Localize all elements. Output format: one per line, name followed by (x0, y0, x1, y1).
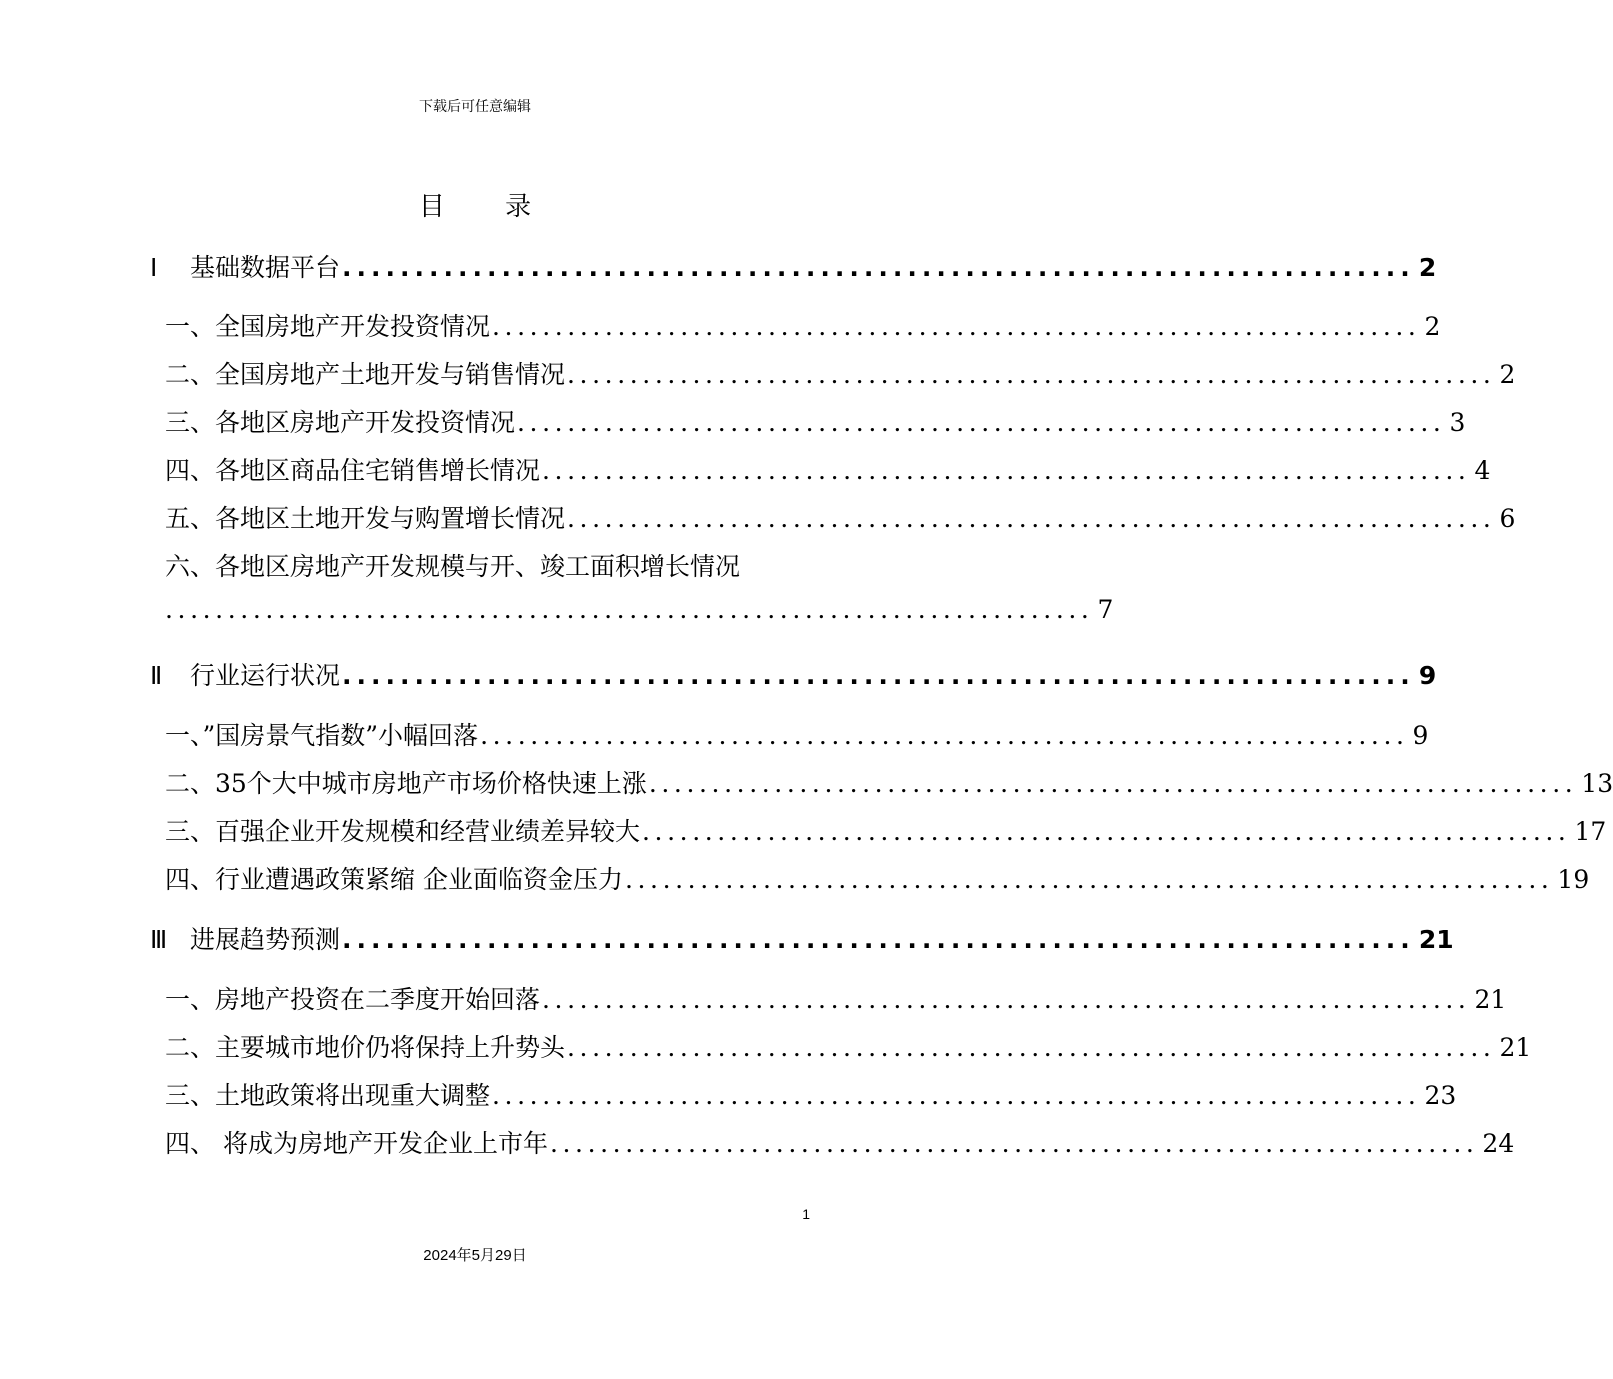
item-label: 一、”国房景气指数”小幅回落 (165, 721, 479, 750)
part-numeral: Ⅱ (150, 661, 163, 690)
toc-item[interactable] (165, 812, 1607, 848)
toc-part-1[interactable] (150, 248, 1437, 284)
item-label: 六、各地区房地产开发规模与开、竣工面积增长情况 (165, 552, 741, 581)
toc-item[interactable] (165, 764, 1613, 800)
item-label: 四、各地区商品住宅销售增长情况 (165, 456, 541, 485)
page-ref: 17 (1574, 817, 1607, 846)
dot-leader: .......................................................................... (642, 817, 1571, 846)
dot-leader: .......................................................................... (542, 985, 1471, 1014)
item-label: 五、各地区土地开发与购置增长情况 (165, 504, 566, 533)
page-ref: 2 (1424, 312, 1441, 341)
part-numeral: Ⅰ (150, 253, 158, 282)
page-ref: 23 (1424, 1081, 1457, 1110)
page-ref: 21 (1474, 985, 1507, 1014)
dot-leader: .......................................................................... (549, 1129, 1479, 1158)
dot-leader: .......................................................................... (342, 925, 1415, 954)
toc-part-2[interactable] (150, 656, 1437, 692)
toc-item[interactable] (165, 1076, 1457, 1112)
header-note: 下载后可任意编辑 (419, 99, 531, 115)
page-ref: 4 (1474, 456, 1491, 485)
toc-item[interactable] (165, 1124, 1515, 1160)
page-ref: 2 (1499, 360, 1516, 389)
dot-leader: .......................................................................... (648, 769, 1578, 798)
toc-item[interactable] (165, 860, 1590, 896)
toc-item[interactable] (165, 451, 1491, 487)
item-label: 二、主要城市地价仍将保持上升势头 (165, 1033, 566, 1062)
dot-leader: .......................................................................... (165, 595, 1094, 624)
toc-item-wrapped-label[interactable] (165, 547, 806, 583)
item-label: 四、 将成为房地产开发企业上市年 (165, 1129, 548, 1158)
page-ref: 3 (1449, 408, 1466, 437)
dot-leader: .......................................................................... (492, 1081, 1421, 1110)
page-ref: 2 (1418, 253, 1437, 282)
dot-leader: .......................................................................... (342, 661, 1415, 690)
page-ref: 21 (1418, 925, 1454, 954)
page-ref: 21 (1499, 1033, 1532, 1062)
toc-item[interactable] (165, 307, 1441, 343)
toc-item-wrapped-leader[interactable] (165, 595, 1114, 624)
dot-leader: .......................................................................... (480, 721, 1409, 750)
page-ref: 6 (1499, 504, 1516, 533)
toc-item[interactable] (165, 1028, 1532, 1064)
page-ref: 9 (1412, 721, 1429, 750)
dot-leader: .......................................................................... (342, 253, 1415, 282)
item-label: 三、百强企业开发规模和经营业绩差异较大 (165, 817, 641, 846)
dot-leader: .......................................................................... (567, 504, 1496, 533)
toc-item[interactable] (165, 403, 1466, 439)
page-ref: 13 (1581, 769, 1613, 798)
part-title: 进展趋势预测 (190, 925, 341, 954)
item-label: 三、土地政策将出现重大调整 (165, 1081, 491, 1110)
part-title: 行业运行状况 (190, 661, 341, 690)
page-ref: 24 (1482, 1129, 1515, 1158)
toc-item[interactable] (165, 980, 1507, 1016)
item-label: 四、行业遭遇政策紧缩 企业面临资金压力 (165, 865, 623, 894)
part-title: 基础数据平台 (190, 253, 341, 282)
page-ref: 19 (1557, 865, 1590, 894)
dot-leader: .......................................................................... (567, 1033, 1496, 1062)
item-label: 二、全国房地产土地开发与销售情况 (165, 360, 566, 389)
page-ref: 9 (1418, 661, 1437, 690)
footer-date: 2024年5月29日 (423, 1247, 527, 1264)
item-label: 二、35个大中城市房地产市场价格快速上涨 (165, 769, 647, 798)
dot-leader: .......................................................................... (517, 408, 1446, 437)
page-number: 1 (802, 1206, 810, 1222)
toc-item[interactable] (165, 499, 1516, 535)
toc-item[interactable] (165, 716, 1429, 752)
toc-part-3[interactable] (150, 920, 1454, 956)
dot-leader: .......................................................................... (492, 312, 1421, 341)
item-label: 一、全国房地产开发投资情况 (165, 312, 491, 341)
dot-leader: .......................................................................... (567, 360, 1496, 389)
page-ref: 7 (1097, 595, 1114, 624)
item-label: 一、房地产投资在二季度开始回落 (165, 985, 541, 1014)
part-numeral: Ⅲ (150, 925, 168, 954)
item-label: 三、各地区房地产开发投资情况 (165, 408, 516, 437)
toc-item[interactable] (165, 355, 1516, 391)
toc-title: 目 录 (418, 192, 558, 222)
dot-leader: .......................................................................... (624, 865, 1554, 894)
dot-leader: .......................................................................... (542, 456, 1471, 485)
